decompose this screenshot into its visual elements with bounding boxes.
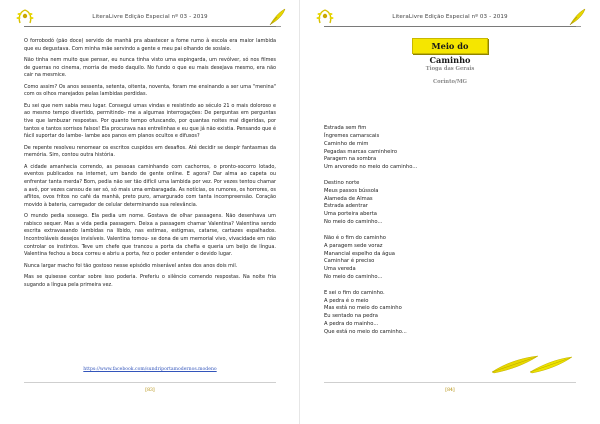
poem-line: Alameda de Almas [324,195,373,202]
right-header [300,6,600,28]
paragraph: Mas se quisesse contar sobre isso poderia. Preferiu o silêncio comendo respostas. Na noite fria sugando a língua pela primeira vez. [24,274,276,288]
poem-line: Meus passos bússola [324,187,379,194]
poem-line: Pegadas marcas caminheiro [324,148,397,155]
paragraph: O mundo pedia sossego. Ela pedia um nome. Gostava de olhar passagens. Não desenhava um rabisco sequer. Mas a vida pedia passagem. Deixa a passagem chamar Valentina? Valentina sendo escrita extravasando lambidas na libido, nas estimas, estigmas, catarse, cartazes espalhados. Incontroláveis desejos invisíveis. Valentina tomou- se dona de um memorial vivo, vivacidade em não controlar os instintos. Teve um chefe que trancou a porta da chefia e queria um beijo de língua. Valentina fechou a boca correu e abriu a porta, fez o poder entender o devido lugar. [24,213,276,258]
stanza [324,180,544,227]
poem-line: Uma vereda [324,266,356,273]
poem-line: Manancial espelho da água [324,250,395,257]
stanza [324,235,544,282]
poem-title: Meio do Caminho [412,38,488,54]
poem-line: Uma porteira aberta [324,211,377,218]
poem-body [324,125,544,345]
paragraph: Não tinha nem muito que pensar, eu nunca tinha visto uma espingarda, um revólver, só nos filmes de guerras no cinema, morria de medo daquilo. No fundo o que eu mais desejava mesmo, era não cair na mesmice. [24,57,276,79]
quill-pen-icon [266,6,288,28]
poem-line: A pedra do mainho... [324,321,379,328]
poem-line: Eu sentado na pedra [324,313,378,320]
poem-line: E sei o fim do caminho. [324,289,385,296]
poem-line: Que está no meio do caminho... [324,328,407,335]
feathers-icon [486,352,576,374]
header-rule [24,26,276,27]
poem-line: No meio do caminho... [324,219,383,226]
page-number: [84] [445,388,455,393]
poem-line: Mas está no meio do caminho [324,305,402,312]
poem-author: Tioga das Gerais [425,66,475,72]
stanza [324,290,544,337]
paragraph: De repente resolveu renomear os escritos cuspidos em desafios. Até decidir se despir fantasmas da memória. Sim, contou outra história. [24,144,276,159]
poem-line: A pedra é o meio [324,297,369,304]
stanza [324,125,544,172]
poem-line: Caminhar é preciso [324,258,375,265]
poem-line: Estrada adentrar [324,203,368,210]
header-title: LiteraLivre Edição Especial nº 03 - 2019 [392,14,508,20]
poem-line: No meio do caminho... [324,274,383,281]
poem-line: Destino norte [324,179,360,186]
poem-location: Corinto/MG [433,79,467,85]
header-title: LiteraLivre Edição Especial nº 03 - 2019 [92,14,208,20]
left-header [0,6,300,28]
poem-line: Um arvoredo no meio do caminho... [324,164,418,171]
poem-line: Paragem na sombra [324,156,377,163]
poem-line: Estrada sem fim [324,125,367,131]
quill-pen-icon [566,6,588,28]
paragraph: Como assim? Os anos sessenta, setenta, oitenta, noventa, foram me ensinando a ser uma "menina" com os olhos marejados pelas lambidas perdidas. [24,83,276,98]
facebook-link[interactable]: https://www.facebook.com/sundriportamodernos.modeno [83,367,217,372]
footer-rule [324,382,576,383]
article-body [24,38,276,293]
paragraph: A cidade amanhecia correndo, as pessoas caminhando com cachorros, o pronto-socorro lotado, eventos publicados na internet, um bando de gente online. E agora? Dar alma ao capeta ou enfrentar tanta merda? Bom, pedia não ser tão difícil uma lambida por vez. Por vezes tentou chamar a avó, por vezes cansou de ser só, só mais uma embaragada. As notícias, os rumores, os horrores, os aflitos, ovos fritos no café da manhã, preto puro, amargurado com tanta incompreensão. Coração movido à bateria, carregador de celular determinando sua relevância. [24,163,276,208]
footer-rule [24,382,276,383]
paragraph: Eu sei que nem sabia meu lugar. Consegui umas vindas e resistindo ao século 21 o mais doloroso e ao mesmo tempo divertido, permitindo- me a algumas interrogações: De perguntas em perguntas tive que lambuzar respostas. Por quanto tempo ofuscando, por quantas noites mal digeridas, por tantos e tantos sorrisos falsos! Ela procurava nas entrelinhas e eu que já não existia. Pensando que é fácil suportar do lambe- lambe aos panos em planos ocultos e difusos? [24,102,276,140]
poem-line: A paragem sede voraz [324,242,383,249]
paragraph: O forrobodó (pão doce) servido de manhã pra abastecer a fome rumo à escola era maior lambida que eu degustava. Com minha mãe servindo a gente e meu pai olhando de soslaio. [24,38,276,52]
header-rule [324,26,576,27]
paragraph: Nunca largar macho foi tão gostoso nesse episódio miserável antes dos anos dois mil. [24,262,238,269]
poem-line: Íngremes camarscais [324,132,380,139]
page-number: [83] [145,388,155,393]
right-page [300,0,600,424]
poem-line: Não é o fim do caminho [324,234,386,241]
poem-line: Caminho de mim [324,140,369,147]
